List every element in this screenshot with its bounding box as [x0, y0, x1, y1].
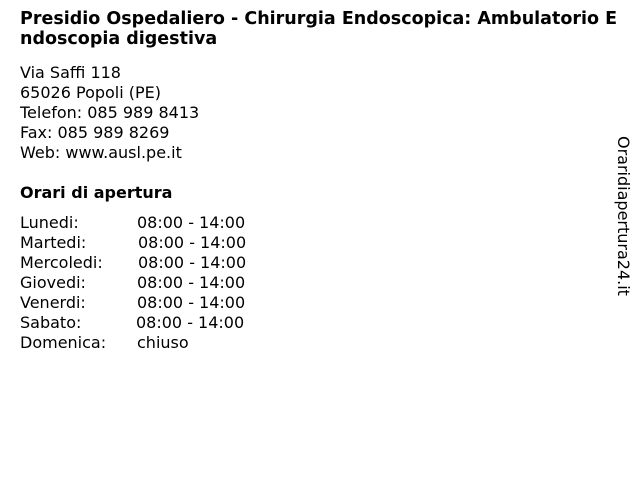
day-label: Domenica:	[20, 333, 107, 352]
time-range: 08:00 - 14:00	[138, 233, 247, 252]
website-link: Web: www.ausl.pe.it	[20, 143, 182, 162]
day-label: Venerdi:	[20, 293, 86, 312]
day-label: Sabato:	[20, 313, 82, 332]
city-address: 65026 Popoli (PE)	[20, 83, 162, 102]
time-range: 08:00 - 14:00	[138, 253, 247, 272]
time-range: 08:00 - 14:00	[137, 273, 246, 292]
time-range: 08:00 - 14:00	[137, 293, 246, 312]
page-title: Presidio Ospedaliero - Chirurgia Endoscopica: Ambulatorio Endoscopia digestiva	[20, 9, 618, 49]
time-range: chiuso	[137, 333, 189, 352]
hours-heading: Orari di apertura	[20, 183, 173, 202]
day-label: Martedi:	[20, 233, 87, 252]
time-range: 08:00 - 14:00	[137, 213, 246, 232]
day-label: Mercoledi:	[20, 253, 103, 272]
address-block	[20, 63, 199, 163]
street-address: Via Saffi 118	[20, 63, 121, 82]
day-label: Lunedi:	[20, 213, 79, 232]
fax-number: Fax: 085 989 8269	[20, 123, 170, 142]
phone-number: Telefon: 085 989 8413	[20, 103, 200, 122]
site-watermark: Oraridiapertura24.it	[614, 136, 633, 296]
time-range: 08:00 - 14:00	[136, 313, 245, 332]
day-label: Giovedi:	[20, 273, 86, 292]
